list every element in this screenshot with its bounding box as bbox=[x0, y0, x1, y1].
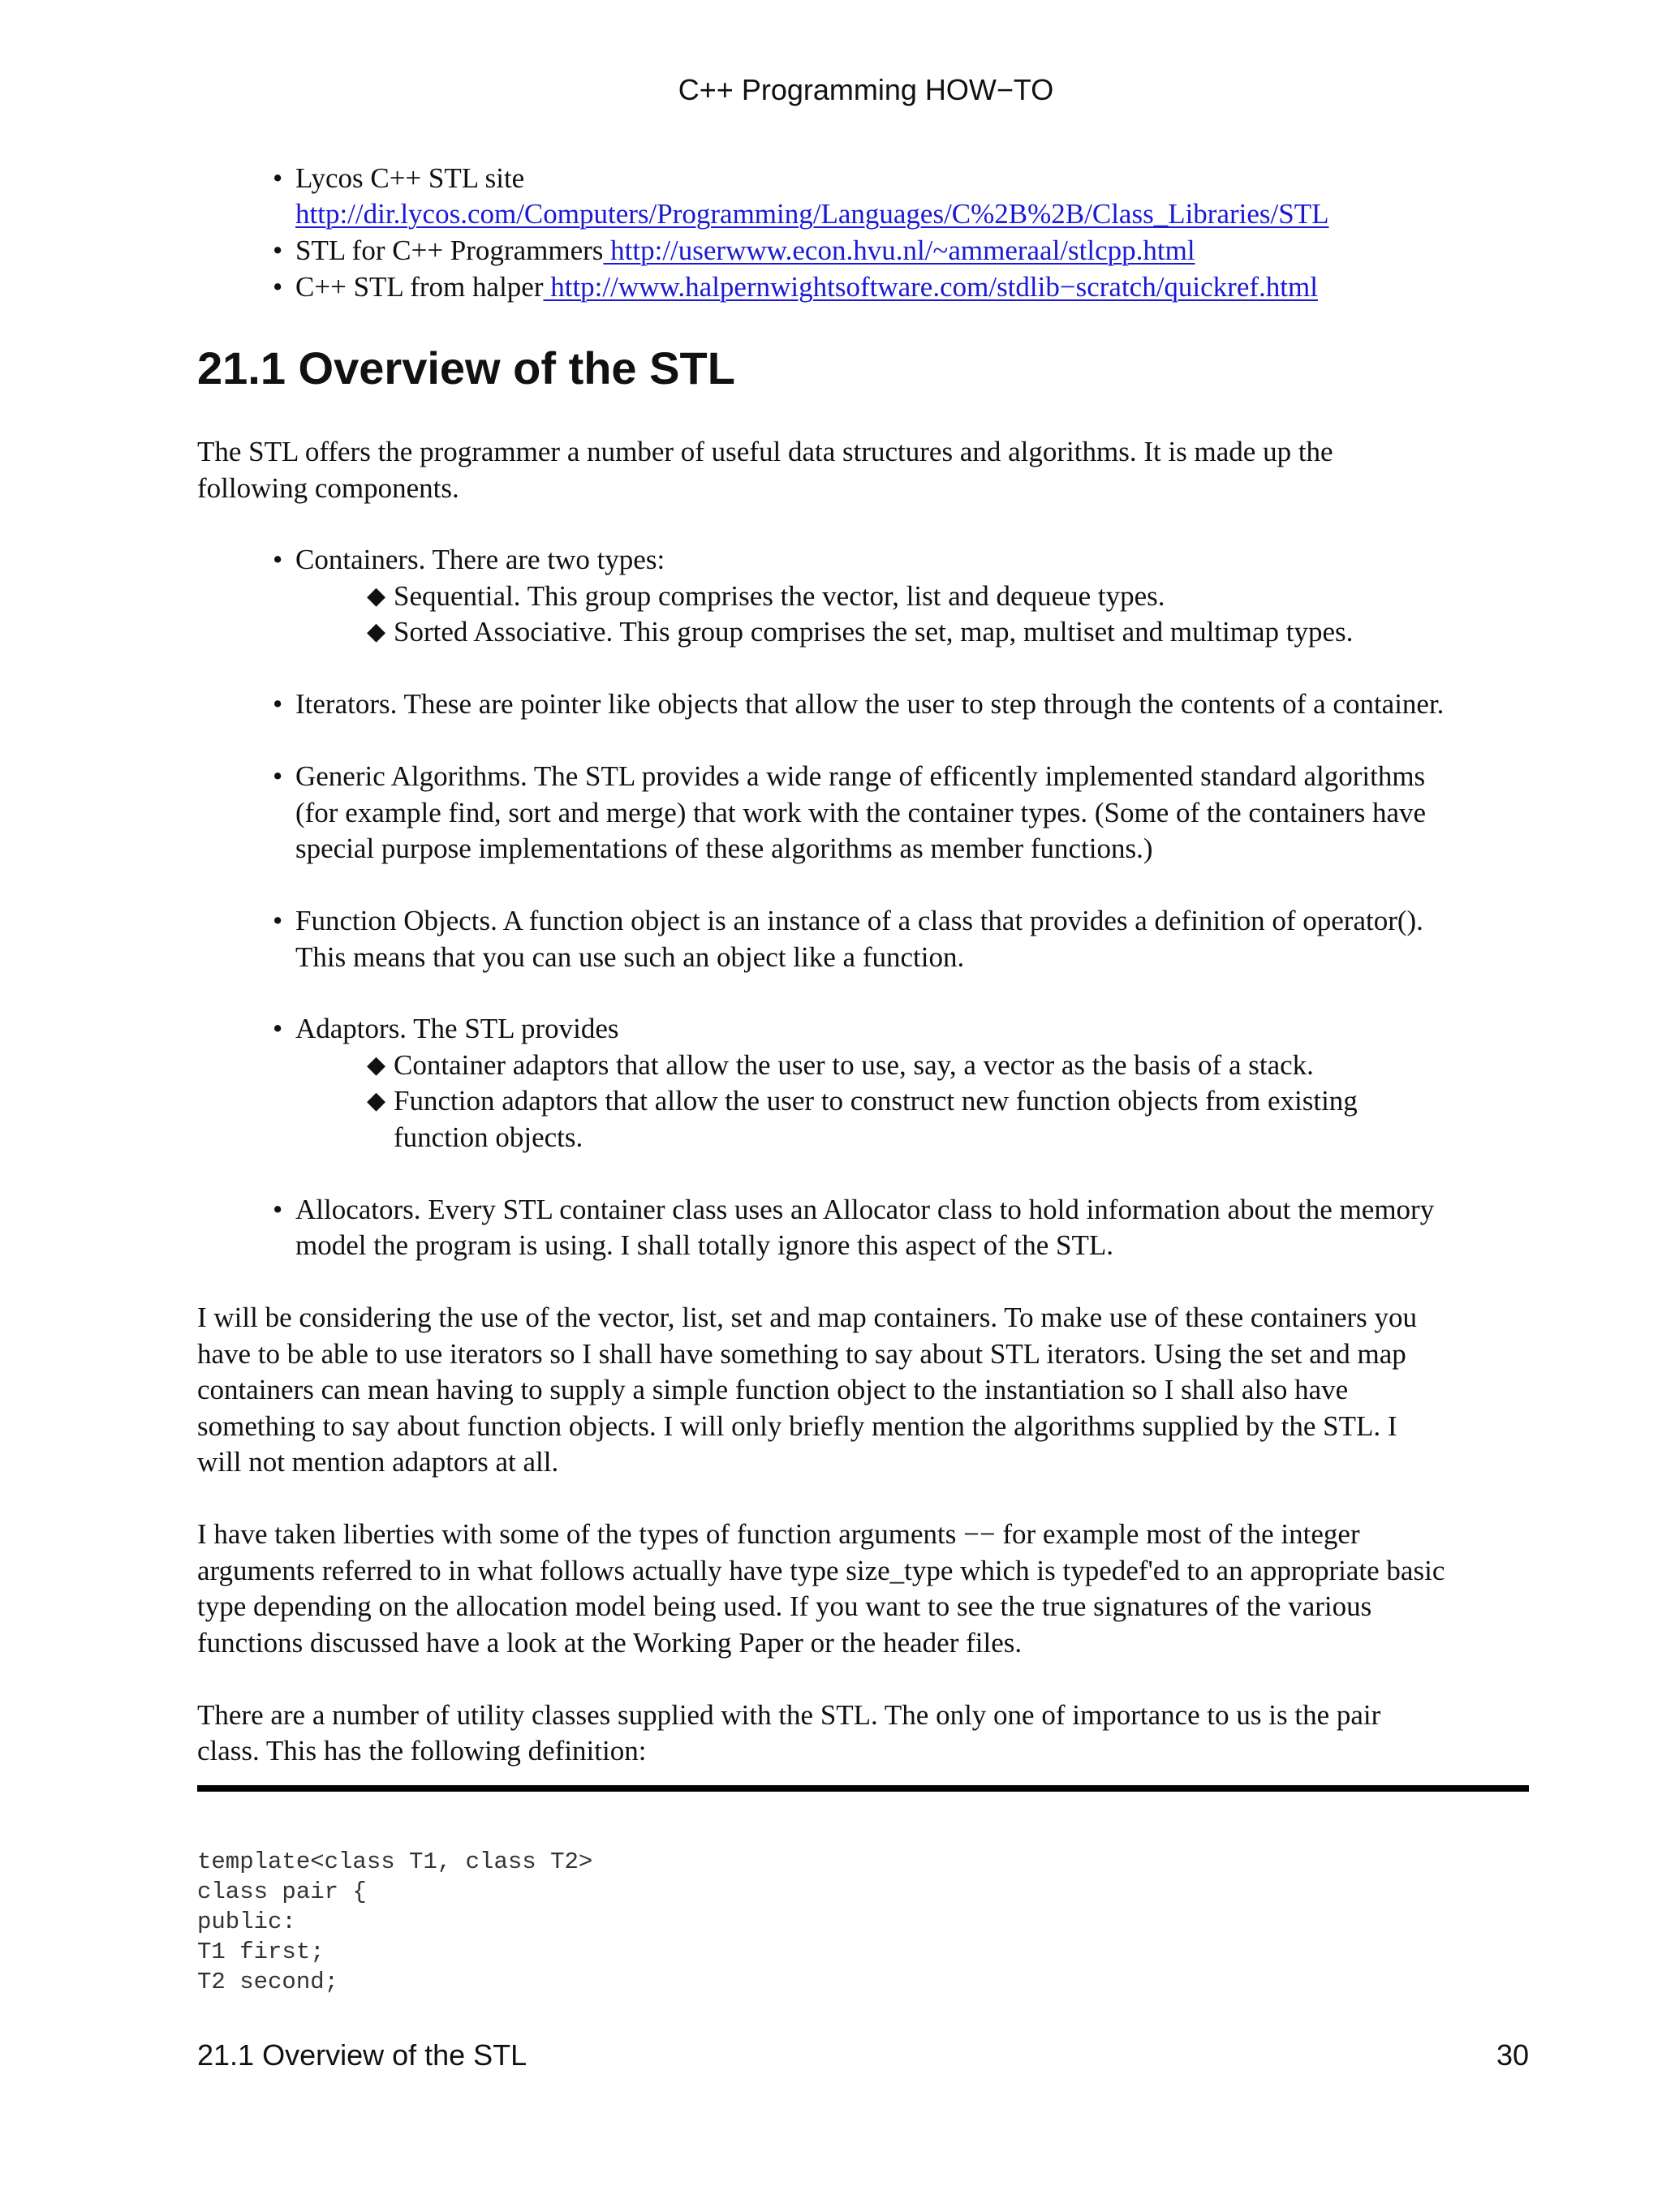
code-line-1: template<class T1, class T2> bbox=[197, 1848, 593, 1875]
bullet-icon: • bbox=[273, 544, 283, 575]
bullet-icon: • bbox=[273, 271, 283, 303]
bullet-icon: • bbox=[273, 688, 283, 720]
considering-line-5: will not mention adaptors at all. bbox=[197, 1446, 559, 1478]
component-algorithms-line-1: Generic Algorithms. The STL provides a wide range of efficently implemented standard algorithms bbox=[295, 760, 1426, 792]
utility-line-1: There are a number of utility classes supplied with the STL. The only one of importance to us is the pair bbox=[197, 1699, 1381, 1731]
adaptors-function-line-2: function objects. bbox=[394, 1121, 583, 1153]
diamond-bullet-icon: ◆ bbox=[367, 1052, 386, 1078]
intro-line-1: The STL offers the programmer a number of useful data structures and algorithms. It is made up the bbox=[197, 436, 1333, 467]
section-heading: 21.1 Overview of the STL bbox=[197, 342, 735, 394]
component-algorithms-line-2: (for example find, sort and merge) that work with the container types. (Some of the containers have bbox=[295, 797, 1427, 828]
code-line-2: class pair { bbox=[197, 1878, 367, 1905]
bullet-icon: • bbox=[273, 235, 283, 266]
link-lycos-stl[interactable]: http://dir.lycos.com/Computers/Programming/Languages/C%2B%2B/Class_Libraries/STL bbox=[295, 198, 1329, 230]
diamond-bullet-icon: ◆ bbox=[367, 618, 386, 645]
bullet-icon: • bbox=[273, 1013, 283, 1044]
component-iterators: Iterators. These are pointer like objects that allow the user to step through the contents of a container. bbox=[295, 688, 1445, 720]
liberties-line-2: arguments referred to in what follows actually have type size_type which is typedef'ed to an appropriate basic bbox=[197, 1555, 1445, 1586]
containers-sequential: Sequential. This group comprises the vector, list and dequeue types. bbox=[394, 580, 1165, 612]
considering-line-2: have to be able to use iterators so I shall have something to say about STL iterators. Using the set and map bbox=[197, 1338, 1406, 1370]
code-line-5: T2 second; bbox=[197, 1969, 339, 1995]
link-halper-quickref[interactable]: http://www.halpernwightsoftware.com/stdlib−scratch/quickref.html bbox=[543, 271, 1318, 303]
adaptors-container: Container adaptors that allow the user to use, say, a vector as the basis of a stack. bbox=[394, 1049, 1314, 1081]
component-allocators-line-2: model the program is using. I shall totally ignore this aspect of the STL. bbox=[295, 1229, 1114, 1261]
bullet-icon: • bbox=[273, 760, 283, 792]
code-block-rule bbox=[197, 1785, 1529, 1792]
component-algorithms-line-3: special purpose implementations of these algorithms as member functions.) bbox=[295, 833, 1153, 864]
containers-sorted-associative: Sorted Associative. This group comprises the set, map, multiset and multimap types. bbox=[394, 616, 1354, 648]
liberties-line-3: type depending on the allocation model being used. If you want to see the true signatures of the various bbox=[197, 1590, 1372, 1622]
link-item-stlcpp-label: STL for C++ Programmers bbox=[295, 235, 604, 266]
liberties-line-1: I have taken liberties with some of the types of function arguments −− for example most of the integer bbox=[197, 1518, 1360, 1550]
code-line-3: public: bbox=[197, 1909, 296, 1935]
footer-section-title: 21.1 Overview of the STL bbox=[197, 2038, 527, 2072]
link-item-halper bbox=[295, 269, 1318, 306]
link-item-halper-label: C++ STL from halper bbox=[295, 271, 544, 303]
adaptors-function-line-1: Function adaptors that allow the user to construct new function objects from existing bbox=[394, 1085, 1358, 1117]
bullet-icon: • bbox=[273, 905, 283, 936]
footer-page-number: 30 bbox=[1496, 2038, 1530, 2072]
liberties-line-4: functions discussed have a look at the Working Paper or the header files. bbox=[197, 1627, 1023, 1659]
diamond-bullet-icon: ◆ bbox=[367, 1087, 386, 1114]
component-containers: Containers. There are two types: bbox=[295, 544, 665, 575]
bullet-icon: • bbox=[273, 162, 283, 194]
running-header: C++ Programming HOW−TO bbox=[678, 73, 1054, 106]
component-function-objects-line-1: Function Objects. A function object is an instance of a class that provides a definition of operator(). bbox=[295, 905, 1423, 936]
bullet-icon: • bbox=[273, 1194, 283, 1225]
code-line-4: T1 first; bbox=[197, 1939, 325, 1965]
link-item-lycos-label: Lycos C++ STL site bbox=[295, 162, 525, 194]
considering-line-4: something to say about function objects. I will only briefly mention the algorithms supplied by the STL. I bbox=[197, 1410, 1397, 1442]
utility-line-2: class. This has the following definition: bbox=[197, 1735, 647, 1767]
component-allocators-line-1: Allocators. Every STL container class uses an Allocator class to hold information about the memory bbox=[295, 1194, 1435, 1225]
component-adaptors: Adaptors. The STL provides bbox=[295, 1013, 619, 1044]
link-item-stlcpp bbox=[295, 233, 1195, 269]
component-function-objects-line-2: This means that you can use such an object like a function. bbox=[295, 941, 965, 973]
intro-line-2: following components. bbox=[197, 472, 459, 504]
diamond-bullet-icon: ◆ bbox=[367, 583, 386, 609]
link-stlcpp[interactable]: http://userwww.econ.hvu.nl/~ammeraal/stlcpp.html bbox=[603, 235, 1195, 266]
considering-line-1: I will be considering the use of the vector, list, set and map containers. To make use of these containers you bbox=[197, 1302, 1418, 1333]
considering-line-3: containers can mean having to supply a simple function object to the instantiation so I shall also have bbox=[197, 1374, 1349, 1405]
